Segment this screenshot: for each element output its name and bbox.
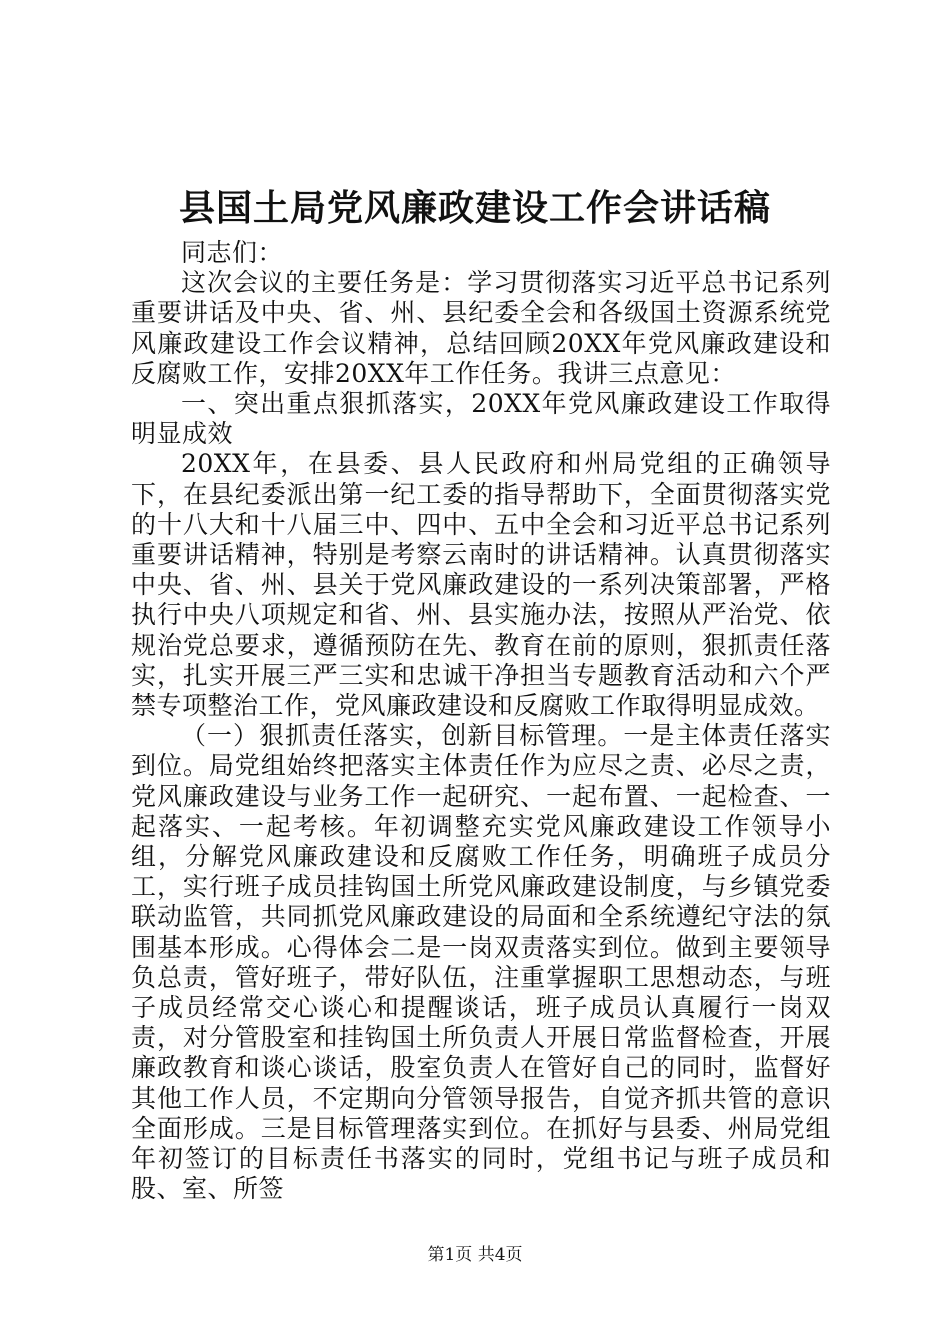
page-footer: 第1页 共4页: [427, 1245, 523, 1265]
document-title: 县国土局党风廉政建设工作会讲话稿: [178, 187, 771, 229]
section-heading-1: 一、突出重点狠抓落实，20XX年党风廉政建设工作取得明显成效: [131, 389, 831, 449]
salutation-paragraph: 同志们：: [181, 238, 284, 267]
responsibility-paragraph: （一）狠抓责任落实，创新目标管理。一是主体责任落实到位。局党组始终把落实主体责任作为应尽之责、必尽之责，党风廉政建设与业务工作一起研究、一起布置、一起检查、一起落实、一起考核。年初调整充实党风廉政建设工作领导小组，分解党风廉政建设和反腐败工作任务，明确班子成员分工，实行班子成员挂钩国土所党风廉政建设制度，与乡镇党委联动监管，共同抓党风廉政建设的局面和全系统遵纪守法的氛围基本形成。心得体会二是一岗双责落实到位。做到主要领导负总责，管好班子，带好队伍，注重掌握职工思想动态，与班子成员经常交心谈心和提醒谈话，班子成员认真履行一岗双责，对分管股室和挂钩国土所负责人开展日常监督检查，开展廉政教育和谈心谈话，股室负责人在管好自己的同时，监督好其他工作人员，不定期向分管领导报告，自觉齐抓共管的意识全面形成。三是目标管理落实到位。在抓好与县委、州局党组年初签订的目标责任书落实的同时，党组书记与班子成员和股、室、所签: [131, 721, 831, 1204]
intro-paragraph: 这次会议的主要任务是：学习贯彻落实习近平总书记系列重要讲话及中央、省、州、县纪委全会和各级国土资源系统党风廉政建设工作会议精神，总结回顾20XX年党风廉政建设和反腐败工作，安排20XX年工作任务。我讲三点意见：: [131, 268, 831, 388]
document-body: [131, 238, 831, 1205]
summary-paragraph: 20XX年，在县委、县人民政府和州局党组的正确领导下，在县纪委派出第一纪工委的指导帮助下，全面贯彻落实党的十八大和十八届三中、四中、五中全会和习近平总书记系列重要讲话精神，特别是考察云南时的讲话精神。认真贯彻落实中央、省、州、县关于党风廉政建设的一系列决策部署，严格执行中央八项规定和省、州、县实施办法，按照从严治党、依规治党总要求，遵循预防在先、教育在前的原则，狠抓责任落实，扎实开展三严三实和忠诚干净担当专题教育活动和六个严禁专项整治工作，党风廉政建设和反腐败工作取得明显成效。: [131, 449, 831, 721]
